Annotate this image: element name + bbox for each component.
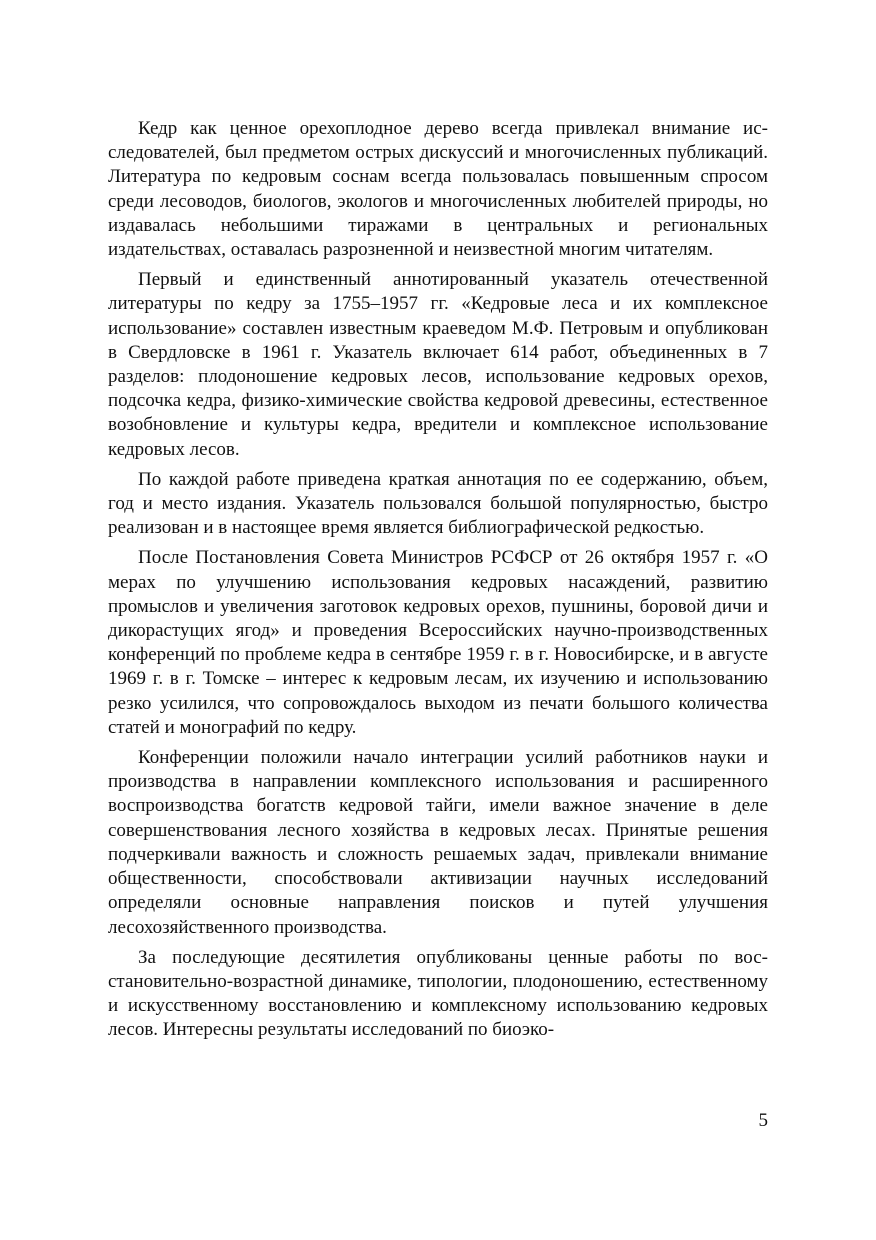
body-text (108, 117, 768, 1049)
paragraph-1: Кедр как ценное орехоплодное дерево всегда привлекал внимание исследователей, был предметом острых дискуссий и многочисленных публикаций. Литература по кедровым соснам всегда пользовалась повышенным спросом среди лесоводов, биологов, экологов и многочисленных любителей природы, но издавалась небольшими тиражами в центральных и региональных издательствах, оставалась разрозненной и неизвестной многим читателям. (108, 118, 768, 261)
paragraph-3: По каждой работе приведена краткая аннотация по ее содержанию, объем, год и место издания. Указатель пользовался большой популярностью, быстро реализован и в настоящее время является библиографической редкостью. (108, 468, 768, 539)
paragraph-6: За последующие десятилетия опубликованы ценные работы по восстановительно-возрастной динамике, типологии, плодоношению, естественному и искусственному восстановлению и комплексному использованию кедровых лесов. Интересны результаты исследований по биоэко- (108, 946, 768, 1041)
paragraph-5: Конференции положили начало интеграции усилий работников науки и производства в направлении комплексного использования и расширенного воспроизводства богатств кедровой тайги, имели важное значение в деле совершенствования лесного хозяйства в кедровых лесах. Принятые решения подчеркивали важность и сложность решаемых задач, привлекали внимание общественности, способствовали активизации научных исследований определяли основные направления поисков и путей улучшения лесохозяйственного производства. (108, 747, 768, 938)
page-number: 5 (758, 1110, 768, 1131)
paragraph-4: После Постановления Совета Министров РСФСР от 26 октября 1957 г. «О мерах по улучшению использования кедровых насаждений, развитию промыслов и увеличения заготовок кедровых орехов, пушнины, боровой дичи и дикорастущих ягод» и проведения Всероссийских научно-производственных конференций по проблеме кедра в сентябре 1959 г. в г. Новосибирске, и в августе 1969 г. в г. Томске – интерес к кедровым лесам, их изучению и использованию резко усилился, что сопровождалось выходом из печати большого количества статей и монографий по кедру. (108, 547, 768, 738)
paragraph-2: Первый и единственный аннотированный указатель отечественной литературы по кедру за 1755–1957 гг. «Кедровые леса и их комплексное использование» составлен известным краеведом М.Ф. Петровым и опубликован в Свердловске в 1961 г. Указатель включает 614 работ, объединенных в 7 разделов: плодоношение кедровых лесов, использование кедровых орехов, подсочка кедра, физико-химические свойства кедровой древесины, естественное возобновление и культуры кедра, вредители и комплексное использование кедровых лесов. (108, 269, 768, 460)
